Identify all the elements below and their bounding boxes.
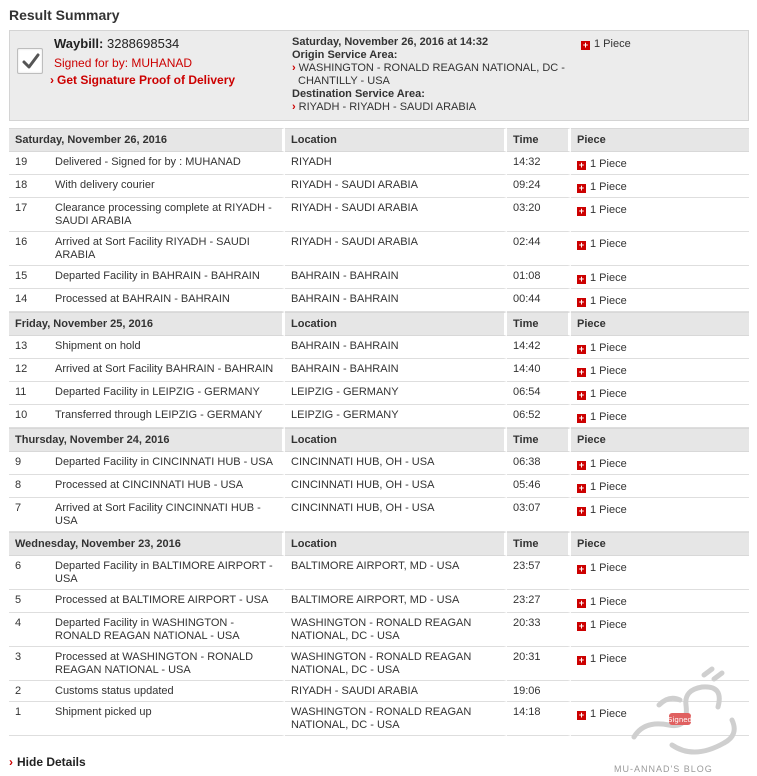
- piece-link[interactable]: [577, 388, 627, 400]
- piece-label: 1 Piece: [590, 458, 627, 470]
- destination-text: RIYADH - RIYADH - SAUDI ARABIA: [298, 101, 477, 113]
- event-cell: [9, 475, 285, 498]
- event-piece: [571, 289, 749, 312]
- table-row: [9, 613, 749, 647]
- event-cell: [9, 405, 285, 428]
- event-piece: [571, 590, 749, 613]
- piece-link[interactable]: [577, 411, 627, 423]
- event-description: Departed Facility in LEIPZIG - GERMANY: [55, 386, 260, 398]
- piece-label: 1 Piece: [590, 158, 627, 170]
- piece-label: 1 Piece: [590, 181, 627, 193]
- watermark-text: MU-ANNAD'S BLOG: [614, 764, 713, 774]
- piece-header: Piece: [571, 128, 749, 152]
- piece-label: 1 Piece: [590, 481, 627, 493]
- table-row: [9, 382, 749, 405]
- event-description: Departed Facility in CINCINNATI HUB - USA: [55, 456, 274, 468]
- plus-icon: +: [578, 483, 585, 493]
- table-row: [9, 232, 749, 266]
- event-piece: [571, 405, 749, 428]
- event-location: BALTIMORE AIRPORT, MD - USA: [285, 556, 507, 590]
- table-row: [9, 175, 749, 198]
- event-cell: [9, 702, 285, 736]
- event-piece: [571, 452, 749, 475]
- event-cell: [9, 289, 285, 312]
- location-header: Location: [285, 532, 507, 556]
- plus-icon: +: [578, 344, 585, 354]
- event-piece: [571, 382, 749, 405]
- event-cell: [9, 452, 285, 475]
- group-date: Wednesday, November 23, 2016: [9, 532, 285, 556]
- plus-icon: +: [578, 367, 585, 377]
- origin-value: [292, 62, 582, 88]
- event-cell: [9, 647, 285, 681]
- piece-link[interactable]: [577, 458, 627, 470]
- piece-label: 1 Piece: [590, 411, 627, 423]
- plus-icon: +: [578, 183, 585, 193]
- piece-link[interactable]: [577, 562, 627, 574]
- event-location: WASHINGTON - RONALD REAGAN NATIONAL, DC - USA: [285, 702, 507, 736]
- plus-icon: +: [578, 160, 585, 170]
- plus-icon: +: [582, 40, 589, 50]
- time-header: Time: [507, 428, 571, 452]
- event-cell: [9, 336, 285, 359]
- event-cell: [9, 590, 285, 613]
- event-cell: [9, 681, 285, 702]
- plus-icon: +: [578, 598, 585, 608]
- piece-label: 1 Piece: [590, 562, 627, 574]
- event-time: 23:57: [507, 556, 571, 590]
- piece-label: 1 Piece: [590, 504, 627, 516]
- event-location: RIYADH - SAUDI ARABIA: [285, 175, 507, 198]
- chevron-right-icon: ›: [292, 62, 296, 74]
- event-number: 2: [15, 685, 22, 697]
- piece-link[interactable]: [577, 272, 627, 284]
- summary-piece-label: 1 Piece: [594, 38, 631, 50]
- event-number: 12: [15, 363, 28, 375]
- event-piece: [571, 175, 749, 198]
- event-number: 17: [15, 202, 28, 214]
- event-time: 06:54: [507, 382, 571, 405]
- location-header: Location: [285, 428, 507, 452]
- event-cell: [9, 556, 285, 590]
- tracking-events-table: [9, 128, 749, 736]
- plus-icon: +: [578, 390, 585, 400]
- event-number: 15: [15, 270, 28, 282]
- plus-icon: +: [578, 297, 585, 307]
- piece-label: 1 Piece: [590, 708, 627, 720]
- event-number: 5: [15, 594, 22, 606]
- event-time: 23:27: [507, 590, 571, 613]
- plus-icon: +: [578, 710, 585, 720]
- event-number: 8: [15, 479, 22, 491]
- event-cell: [9, 613, 285, 647]
- waybill-label: Waybill:: [54, 36, 104, 51]
- destination-value: [292, 101, 582, 114]
- event-location: WASHINGTON - RONALD REAGAN NATIONAL, DC - USA: [285, 613, 507, 647]
- event-number: 11: [15, 386, 27, 398]
- piece-label: 1 Piece: [590, 388, 627, 400]
- event-number: 9: [15, 456, 22, 468]
- plus-icon: +: [578, 206, 585, 216]
- hide-details-label: Hide Details: [17, 755, 86, 769]
- summary-piece-link[interactable]: [581, 38, 631, 50]
- event-number: 16: [15, 236, 28, 248]
- event-description: Departed Facility in WASHINGTON - RONALD REAGAN NATIONAL - USA: [55, 617, 240, 642]
- group-date: Thursday, November 24, 2016: [9, 428, 285, 452]
- event-description: Arrived at Sort Facility CINCINNATI HUB - USA: [55, 502, 261, 527]
- event-number: 6: [15, 560, 22, 572]
- event-location: RIYADH: [285, 152, 507, 175]
- event-location: RIYADH - SAUDI ARABIA: [285, 232, 507, 266]
- event-time: 14:42: [507, 336, 571, 359]
- table-row: [9, 336, 749, 359]
- signature-proof-label: Get Signature Proof of Delivery: [57, 73, 236, 87]
- event-time: 03:20: [507, 198, 571, 232]
- piece-link[interactable]: [577, 295, 627, 307]
- group-date: Saturday, November 26, 2016: [9, 128, 285, 152]
- plus-icon: +: [578, 621, 585, 631]
- event-description: Customs status updated: [55, 685, 174, 697]
- chevron-right-icon: ›: [292, 101, 296, 113]
- event-number: 7: [15, 502, 22, 514]
- chevron-right-icon: ›: [50, 73, 54, 87]
- event-time: 02:44: [507, 232, 571, 266]
- table-row: [9, 266, 749, 289]
- event-piece: [571, 613, 749, 647]
- event-location: RIYADH - SAUDI ARABIA: [285, 681, 507, 702]
- event-time: 01:08: [507, 266, 571, 289]
- location-header: Location: [285, 128, 507, 152]
- piece-link[interactable]: [577, 238, 627, 250]
- event-location: CINCINNATI HUB, OH - USA: [285, 475, 507, 498]
- event-number: 10: [15, 409, 28, 421]
- plus-icon: +: [578, 460, 585, 470]
- event-time: 05:46: [507, 475, 571, 498]
- date-group-header: [9, 428, 749, 452]
- time-header: Time: [507, 312, 571, 336]
- piece-link[interactable]: [577, 619, 627, 631]
- piece-link[interactable]: [577, 653, 627, 665]
- event-time: 09:24: [507, 175, 571, 198]
- event-description: Processed at BAHRAIN - BAHRAIN: [55, 293, 230, 305]
- event-description: With delivery courier: [55, 179, 155, 191]
- event-description: Shipment on hold: [55, 340, 141, 352]
- event-cell: [9, 198, 285, 232]
- piece-link[interactable]: [577, 204, 627, 216]
- event-piece: [571, 359, 749, 382]
- event-location: WASHINGTON - RONALD REAGAN NATIONAL, DC - USA: [285, 647, 507, 681]
- event-time: 14:32: [507, 152, 571, 175]
- event-location: RIYADH - SAUDI ARABIA: [285, 198, 507, 232]
- piece-label: 1 Piece: [590, 596, 627, 608]
- piece-label: 1 Piece: [590, 204, 627, 216]
- piece-label: 1 Piece: [590, 653, 627, 665]
- event-time: 06:52: [507, 405, 571, 428]
- event-time: 00:44: [507, 289, 571, 312]
- signature-proof-link[interactable]: [50, 73, 235, 87]
- piece-header: Piece: [571, 532, 749, 556]
- event-description: Clearance processing complete at RIYADH - SAUDI ARABIA: [55, 202, 272, 227]
- piece-link[interactable]: [577, 181, 627, 193]
- event-description: Delivered - Signed for by : MUHANAD: [55, 156, 241, 168]
- origin-text: WASHINGTON - RONALD REAGAN NATIONAL, DC - CHANTILLY - USA: [298, 62, 565, 87]
- plus-icon: +: [578, 274, 585, 284]
- plus-icon: +: [578, 564, 585, 574]
- event-piece: [571, 475, 749, 498]
- event-number: 18: [15, 179, 28, 191]
- event-description: Arrived at Sort Facility BAHRAIN - BAHRAIN: [55, 363, 274, 375]
- event-piece: [571, 266, 749, 289]
- piece-link[interactable]: [577, 158, 627, 170]
- event-location: BALTIMORE AIRPORT, MD - USA: [285, 590, 507, 613]
- hide-details-link[interactable]: [9, 755, 86, 769]
- table-row: [9, 152, 749, 175]
- event-cell: [9, 175, 285, 198]
- location-header: Location: [285, 312, 507, 336]
- event-cell: [9, 498, 285, 532]
- piece-label: 1 Piece: [590, 238, 627, 250]
- piece-label: 1 Piece: [590, 295, 627, 307]
- event-time: 03:07: [507, 498, 571, 532]
- event-cell: [9, 266, 285, 289]
- piece-link[interactable]: [577, 365, 627, 377]
- event-location: LEIPZIG - GERMANY: [285, 382, 507, 405]
- event-piece: [571, 198, 749, 232]
- event-location: LEIPZIG - GERMANY: [285, 405, 507, 428]
- time-header: Time: [507, 532, 571, 556]
- plus-icon: +: [578, 413, 585, 423]
- watermark-logo-icon: [614, 665, 754, 775]
- destination-label: Destination Service Area:: [292, 88, 425, 100]
- event-time: 14:18: [507, 702, 571, 736]
- event-location: CINCINNATI HUB, OH - USA: [285, 452, 507, 475]
- event-description: Transferred through LEIPZIG - GERMANY: [55, 409, 263, 421]
- event-time: 06:38: [507, 452, 571, 475]
- piece-label: 1 Piece: [590, 365, 627, 377]
- piece-label: 1 Piece: [590, 342, 627, 354]
- event-number: 3: [15, 651, 22, 663]
- event-piece: [571, 152, 749, 175]
- event-cell: [9, 359, 285, 382]
- result-summary-panel: [9, 30, 749, 121]
- event-description: Departed Facility in BALTIMORE AIRPORT - USA: [55, 560, 273, 585]
- event-piece: [571, 498, 749, 532]
- time-header: Time: [507, 128, 571, 152]
- piece-label: 1 Piece: [590, 272, 627, 284]
- event-number: 13: [15, 340, 28, 352]
- event-number: 4: [15, 617, 22, 629]
- plus-icon: +: [578, 506, 585, 516]
- event-time: 20:31: [507, 647, 571, 681]
- event-location: BAHRAIN - BAHRAIN: [285, 359, 507, 382]
- table-row: [9, 198, 749, 232]
- group-date: Friday, November 25, 2016: [9, 312, 285, 336]
- signed-for: Signed for by: MUHANAD: [54, 56, 193, 70]
- table-row: [9, 556, 749, 590]
- piece-header: Piece: [571, 428, 749, 452]
- event-cell: [9, 382, 285, 405]
- checkmark-icon: [17, 48, 43, 74]
- event-description: Departed Facility in BAHRAIN - BAHRAIN: [55, 270, 260, 282]
- chevron-right-icon: ›: [9, 755, 13, 769]
- event-cell: [9, 232, 285, 266]
- piece-label: 1 Piece: [590, 619, 627, 631]
- event-time: 14:40: [507, 359, 571, 382]
- event-description: Processed at WASHINGTON - RONALD REAGAN NATIONAL - USA: [55, 651, 254, 676]
- piece-link[interactable]: [577, 596, 627, 608]
- piece-link[interactable]: [577, 342, 627, 354]
- date-group-header: [9, 532, 749, 556]
- event-description: Processed at CINCINNATI HUB - USA: [55, 479, 244, 491]
- event-description: Shipment picked up: [55, 706, 152, 718]
- table-row: [9, 498, 749, 532]
- event-location: CINCINNATI HUB, OH - USA: [285, 498, 507, 532]
- table-row: [9, 289, 749, 312]
- event-number: 14: [15, 293, 28, 305]
- event-location: BAHRAIN - BAHRAIN: [285, 266, 507, 289]
- event-number: 1: [15, 706, 22, 718]
- origin-label: Origin Service Area:: [292, 49, 398, 61]
- watermark-badge: Signed: [667, 716, 693, 724]
- table-row: [9, 359, 749, 382]
- event-cell: [9, 152, 285, 175]
- piece-header: Piece: [571, 312, 749, 336]
- waybill: [54, 36, 179, 51]
- table-row: [9, 475, 749, 498]
- plus-icon: +: [578, 240, 585, 250]
- delivery-datetime: Saturday, November 26, 2016 at 14:32: [292, 36, 489, 48]
- table-row: [9, 590, 749, 613]
- page-title: Result Summary: [9, 7, 120, 23]
- event-number: 19: [15, 156, 28, 168]
- event-time: 20:33: [507, 613, 571, 647]
- plus-icon: +: [578, 655, 585, 665]
- piece-link[interactable]: [577, 481, 627, 493]
- event-location: BAHRAIN - BAHRAIN: [285, 336, 507, 359]
- date-group-header: [9, 128, 749, 152]
- event-description: Arrived at Sort Facility RIYADH - SAUDI ARABIA: [55, 236, 250, 261]
- event-time: 19:06: [507, 681, 571, 702]
- waybill-number: 3288698534: [106, 36, 180, 51]
- event-piece: [571, 336, 749, 359]
- table-row: [9, 452, 749, 475]
- service-area-info: [292, 36, 582, 114]
- table-row: [9, 405, 749, 428]
- event-piece: [571, 232, 749, 266]
- piece-link[interactable]: [577, 504, 627, 516]
- date-group-header: [9, 312, 749, 336]
- event-piece: [571, 556, 749, 590]
- event-description: Processed at BALTIMORE AIRPORT - USA: [55, 594, 269, 606]
- event-location: BAHRAIN - BAHRAIN: [285, 289, 507, 312]
